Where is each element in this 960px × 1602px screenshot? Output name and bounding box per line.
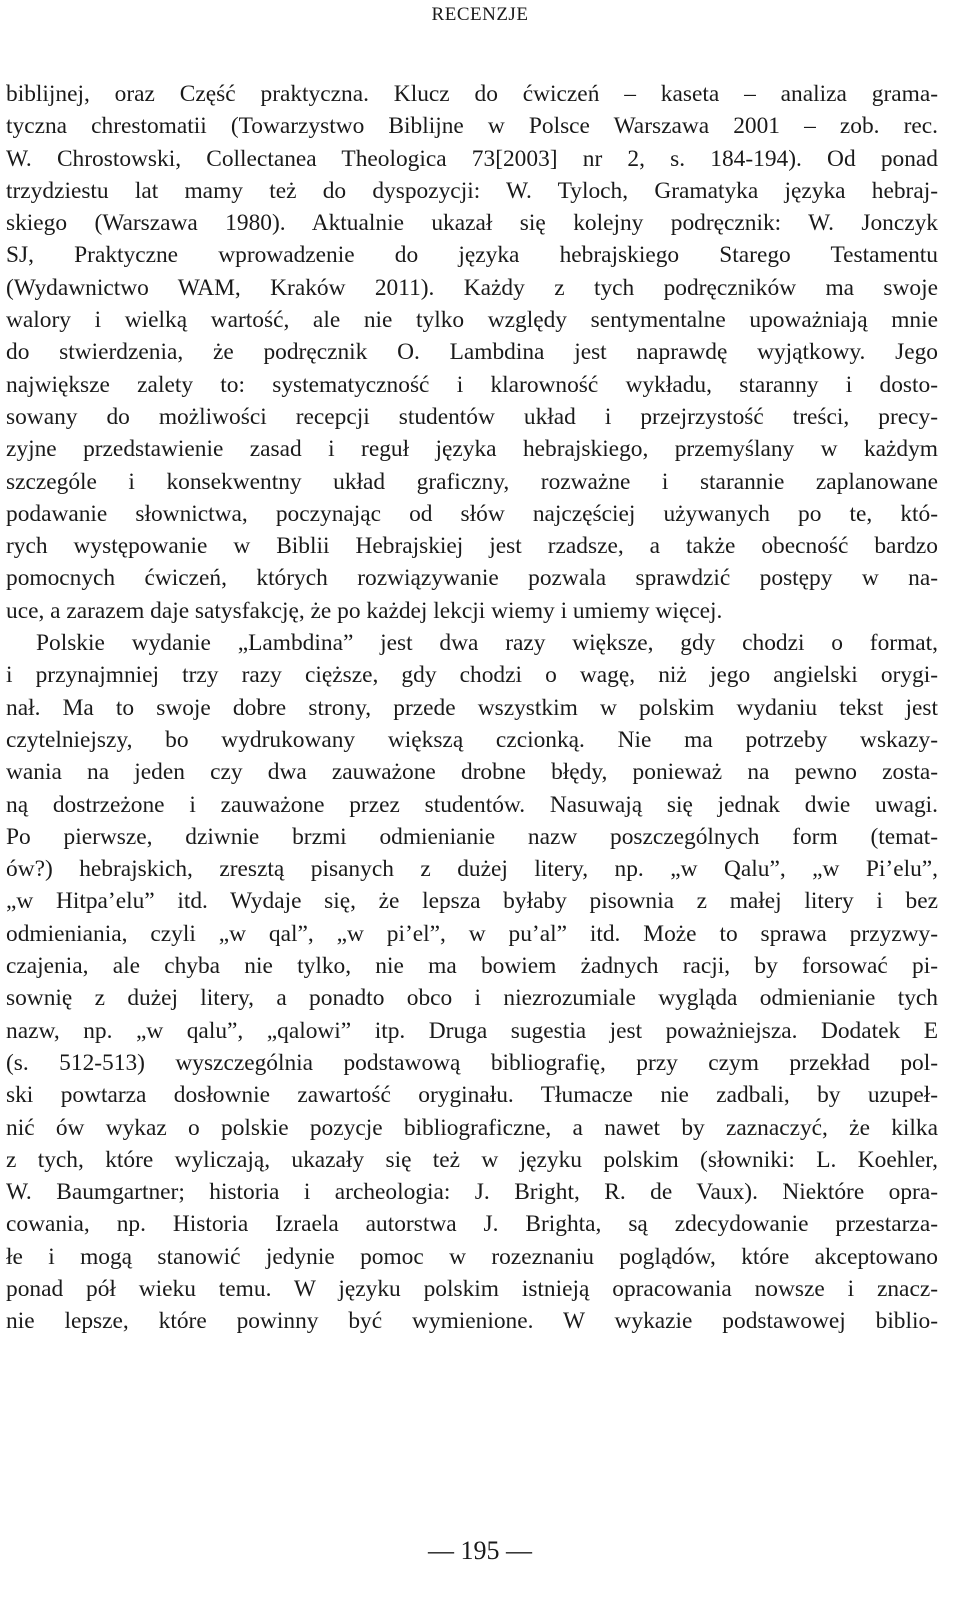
text-line: nić ów wykaz o polskie pozycje bibliograficzne, a nawet by zaznaczyć, że kilka xyxy=(6,1114,938,1141)
text-line: rych występowanie w Biblii Hebrajskiej jest rzadsze, a także obecność bardzo xyxy=(6,533,938,560)
text-line: ną dostrzeżone i zauważone przez studentów. Nasuwają się jednak dwie uwagi. xyxy=(6,791,938,818)
text-line: sownię z dużej litery, a ponadto obco i niezrozumiale wygląda odmienianie tych xyxy=(6,985,938,1012)
text-line: cowania, np. Historia Izraela autorstwa J. Brighta, są zdecydowanie przestarza- xyxy=(6,1211,938,1238)
text-line: czytelniejszy, bo wydrukowany większą czcionką. Nie ma potrzeby wskazy- xyxy=(6,726,938,753)
text-line: sowany do możliwości recepcji studentów układ i przejrzystość treści, precy- xyxy=(6,403,938,430)
text-line: nał. Ma to swoje dobre strony, przede wszystkim w polskim wydaniu tekst jest xyxy=(6,694,938,721)
text-line: skiego (Warszawa 1980). Aktualnie ukazał się kolejny podręcznik: W. Jonczyk xyxy=(6,210,938,237)
text-line: podawanie słownictwa, poczynając od słów najczęściej używanych po te, któ- xyxy=(6,500,938,527)
text-line: wania na jeden czy dwa zauważone drobne błędy, ponieważ na pewno zosta- xyxy=(6,759,938,786)
text-line: Polskie wydanie „Lambdina” jest dwa razy większe, gdy chodzi o format, xyxy=(36,630,938,657)
text-line: ów?) hebrajskich, zresztą pisanych z dużej litery, np. „w Qalu”, „w Pi’elu”, xyxy=(6,856,938,883)
text-line: pomocnych ćwiczeń, których rozwiązywanie pozwala sprawdzić postępy w na- xyxy=(6,565,938,592)
text-line: Po pierwsze, dziwnie brzmi odmienianie nazw poszczególnych form (temat- xyxy=(6,823,938,850)
text-line: tyczna chrestomatii (Towarzystwo Biblijne w Polsce Warszawa 2001 – zob. rec. xyxy=(6,113,938,140)
text-line: czajenia, ale chyba nie tylko, nie ma bowiem żadnych racji, by forsować pi- xyxy=(6,953,938,980)
text-line: szczególe i konsekwentny układ graficzny, rozważne i starannie zaplanowane xyxy=(6,468,938,495)
running-head: RECENZJE xyxy=(431,4,529,25)
text-line: (s. 512-513) wyszczególnia podstawową bibliografię, przy czym przekład pol- xyxy=(6,1049,938,1076)
page-number: — 195 — xyxy=(428,1536,532,1565)
text-line: „w Hitpa’elu” itd. Wydaje się, że lepsza byłaby pisownia z małej litery i bez xyxy=(6,888,938,915)
text-line: uce, a zarazem daje satysfakcję, że po każdej lekcji wiemy i umiemy więcej. xyxy=(6,597,723,624)
text-line: i przynajmniej trzy razy cięższe, gdy chodzi o wagę, niż jego angielski orygi- xyxy=(6,662,938,689)
text-line: walory i wielką wartość, ale nie tylko względy sentymentalne upoważniają mnie xyxy=(6,307,938,334)
text-line: nie lepsze, które powinny być wymienione. W wykazie podstawowej biblio- xyxy=(6,1308,938,1335)
text-line: największe zalety to: systematyczność i klarowność wykładu, staranny i dosto- xyxy=(6,371,938,398)
text-line: z tych, które wyliczają, ukazały się też w języku polskim (słowniki: L. Koehler, xyxy=(6,1146,938,1173)
text-line: do stwierdzenia, że podręcznik O. Lambdina jest naprawdę wyjątkowy. Jego xyxy=(6,339,938,366)
text-line: ski powtarza dosłownie zawartość oryginału. Tłumacze nie zadbali, by uzupeł- xyxy=(6,1082,938,1109)
text-line: łe i mogą stanowić jedynie pomoc w rozeznaniu poglądów, które akceptowano xyxy=(6,1243,938,1270)
text-line: W. Chrostowski, Collectanea Theologica 73[2003] nr 2, s. 184-194). Od ponad xyxy=(6,145,938,172)
text-line: biblijnej, oraz Część praktyczna. Klucz do ćwiczeń – kaseta – analiza grama- xyxy=(6,81,938,107)
text-line: W. Baumgartner; historia i archeologia: J. Bright, R. de Vaux). Niektóre opra- xyxy=(6,1179,938,1206)
text-line: trzydziestu lat mamy też do dyspozycji: W. Tyloch, Gramatyka języka hebraj- xyxy=(6,177,938,204)
text-line: (Wydawnictwo WAM, Kraków 2011). Każdy z tych podręczników ma swoje xyxy=(6,274,938,301)
body-text xyxy=(6,78,938,1338)
text-line: zyjne przedstawienie zasad i reguł języka hebrajskiego, przemyślany w każdym xyxy=(6,436,938,463)
text-line: ponad pół wieku temu. W języku polskim istnieją opracowania nowsze i znacz- xyxy=(6,1275,938,1302)
text-line: SJ, Praktyczne wprowadzenie do języka hebrajskiego Starego Testamentu xyxy=(6,242,938,269)
text-line: nazw, np. „w qalu”, „qalowi” itp. Druga sugestia jest poważniejsza. Dodatek E xyxy=(6,1017,938,1044)
text-line: odmieniania, czyli „w qal”, „w pi’el”, w pu’al” itd. Może to sprawa przyzwy- xyxy=(6,920,938,947)
